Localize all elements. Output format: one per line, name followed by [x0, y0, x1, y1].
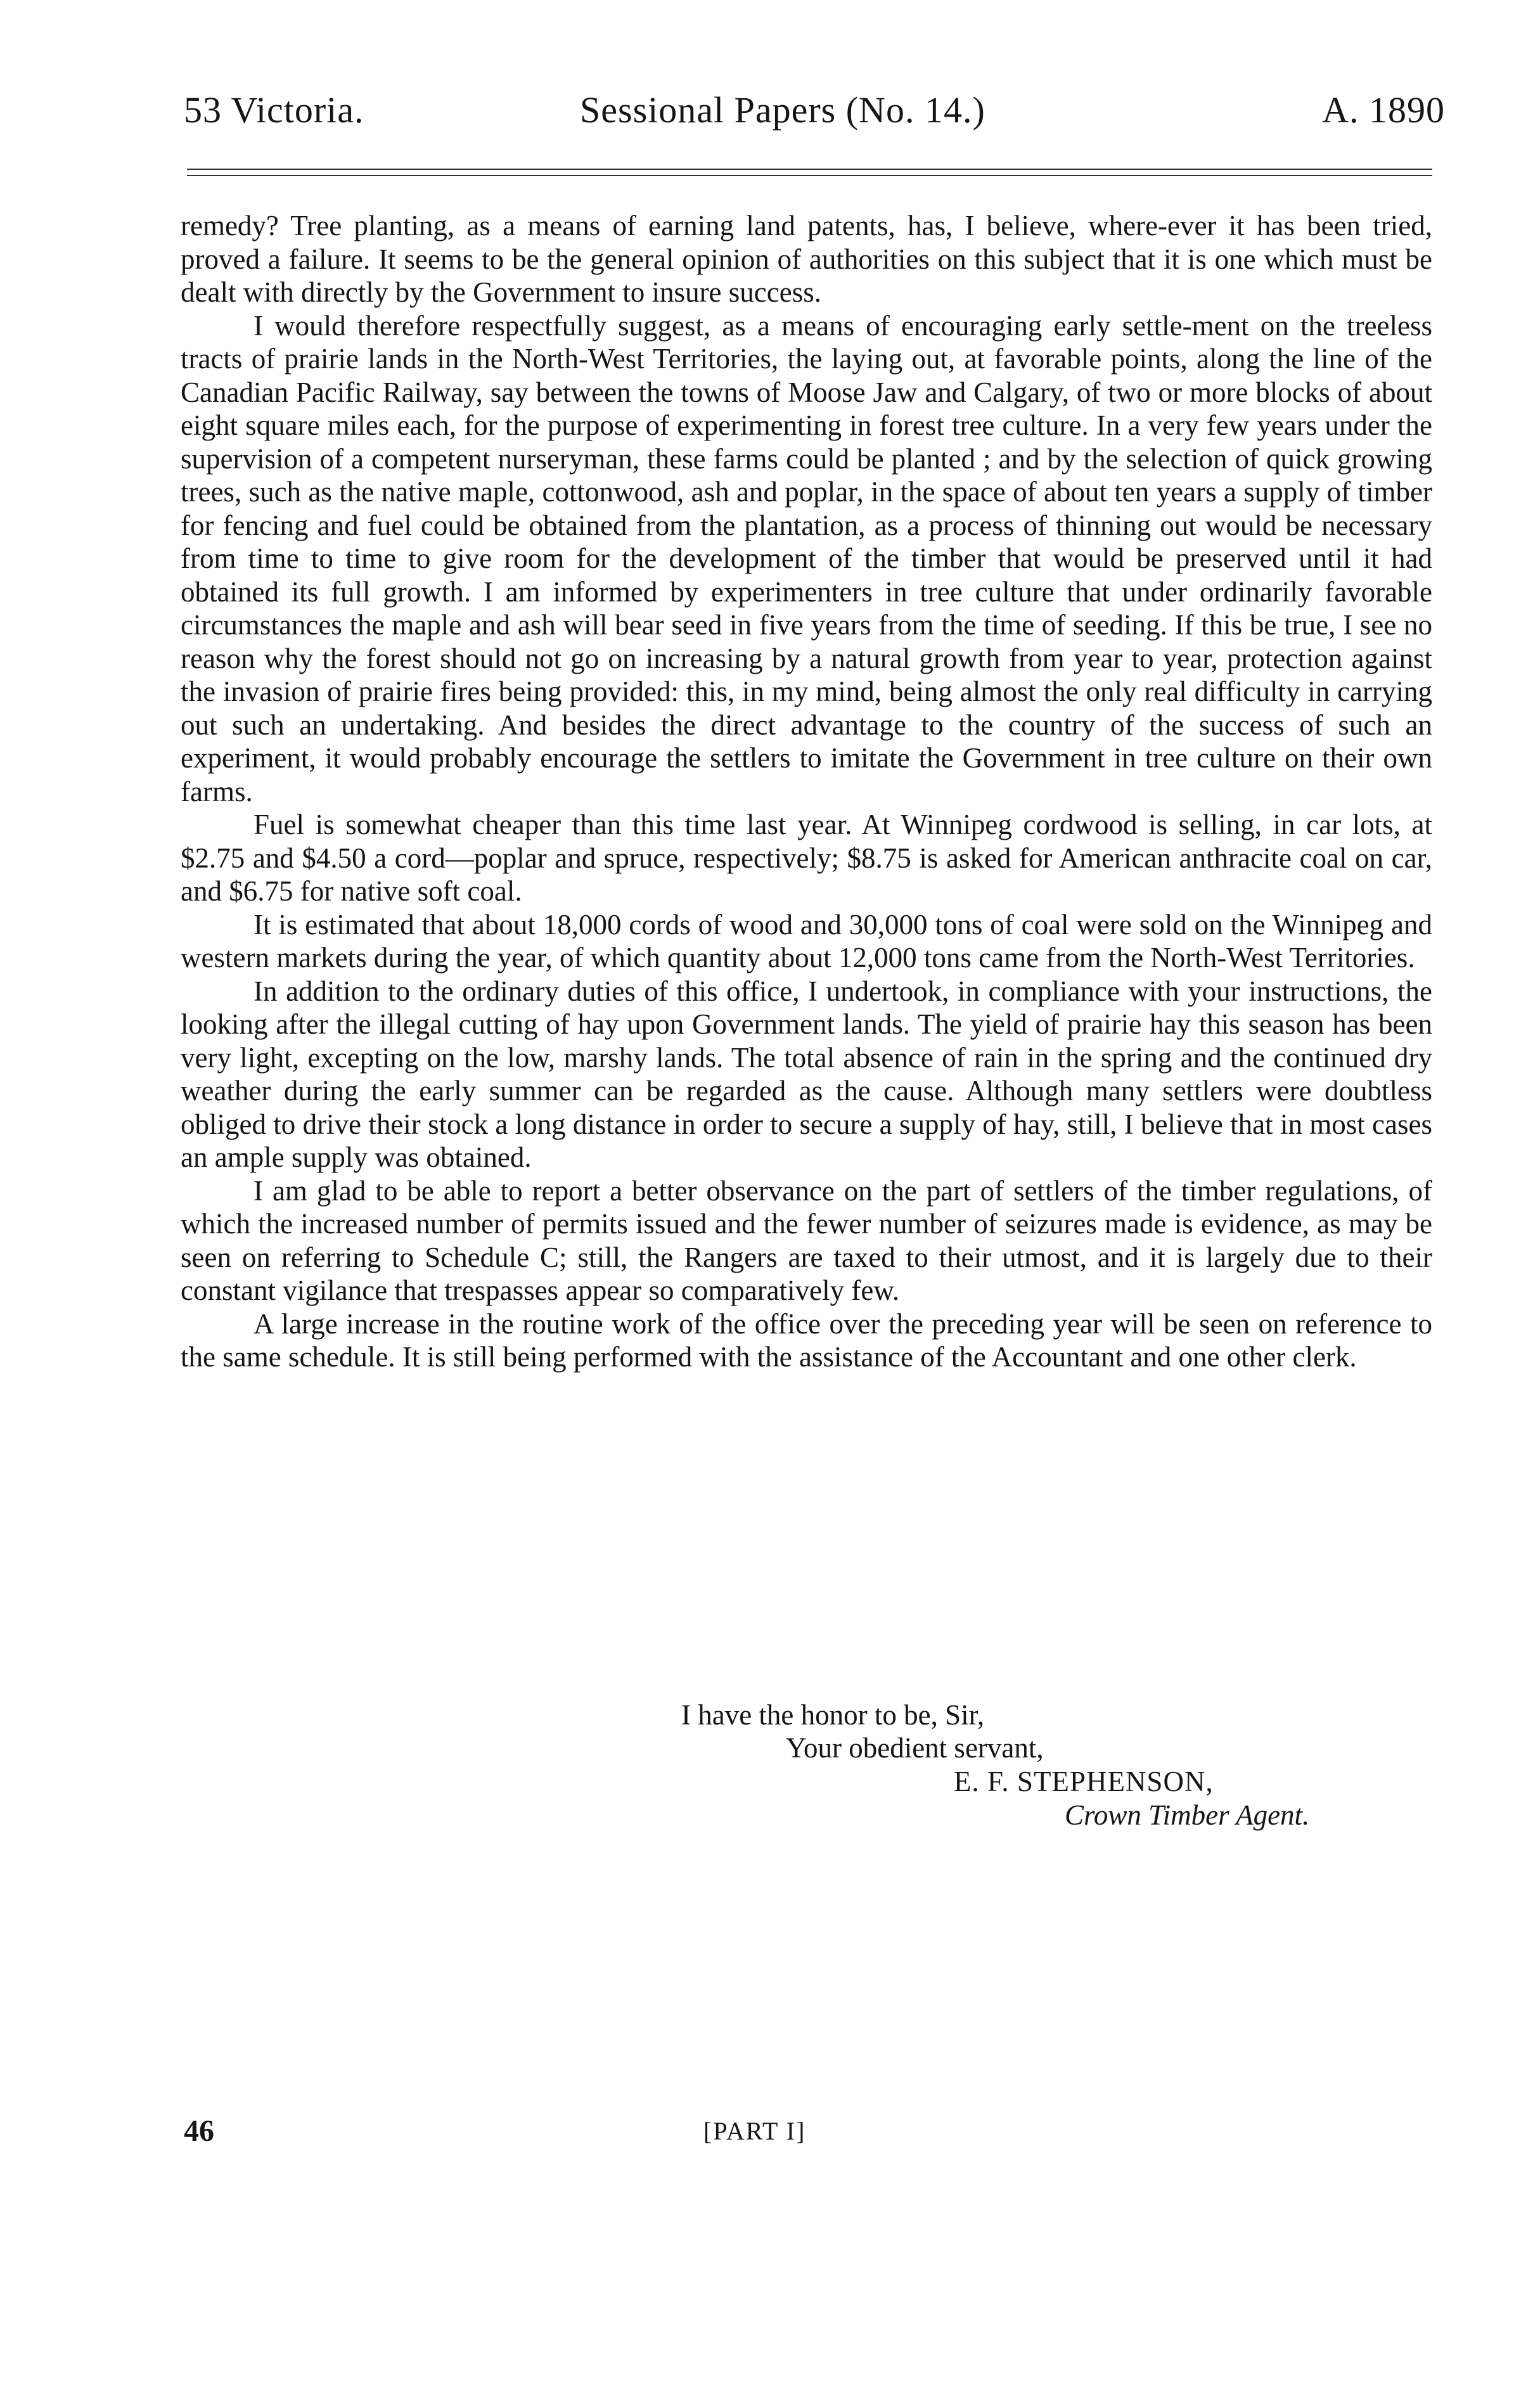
paragraph-hay: In addition to the ordinary duties of this office, I undertook, in compliance with your instructions, the looking after the illegal cutting of hay upon Government lands. The yield of prairie hay this season has been very light, excepting on the low, marshy lands. The total absence of rain in the spring and the continued dry weather during the early summer can be regarded as the cause. Although many settlers were doubtless obliged to drive their stock a long distance in order to secure a supply of hay, still, I believe that in most cases an ample supply was obtained.	[181, 975, 1432, 1173]
paragraph-remedy: remedy? Tree planting, as a means of earning land patents, has, I believe, where-ever it has been tried, proved a failure. It seems to be the general opinion of authorities on this subject that it is one which must be dealt with directly by the Government to insure success.	[181, 210, 1432, 308]
signature-title: Crown Timber Agent.	[1065, 1799, 1310, 1831]
closing-servant-line: Your obedient servant,	[786, 1732, 1044, 1764]
part-label: [PART I]	[703, 2117, 806, 2145]
paragraph-fuel: Fuel is somewhat cheaper than this time last year. At Winnipeg cordwood is selling, in car lots, at $2.75 and $4.50 a cord—poplar and spruce, respectively; $8.75 is asked for American anthracite coal on car, and $6.75 for native soft coal.	[181, 809, 1432, 907]
closing-honor-line: I have the honor to be, Sir,	[681, 1699, 985, 1731]
paragraph-wood-coal-estimate: It is estimated that about 18,000 cords of wood and 30,000 tons of coal were sold on the Winnipeg and western markets during the year, of which quantity about 12,000 tons came from the North-West Territories.	[181, 908, 1432, 973]
header-session: 53 Victoria.	[184, 89, 364, 131]
paragraph-routine-work: A large increase in the routine work of the office over the preceding year will be seen on reference to the same schedule. It is still being performed with the assistance of the Accountant and one other clerk.	[181, 1307, 1432, 1373]
header-year: A. 1890	[1322, 89, 1445, 131]
page-number: 46	[184, 2114, 214, 2148]
page-header	[184, 89, 1445, 139]
paragraph-tree-culture: I would therefore respectfully suggest, as a means of encouraging early settle-ment on the treeless tracts of prairie lands in the North-West Territories, the laying out, at favorable points, along the line of the Canadian Pacific Railway, say between the towns of Moose Jaw and Calgary, of two or more blocks of about eight square miles each, for the purpose of experimenting in forest tree culture. In a very few years under the supervision of a competent nurseryman, these farms could be planted ; and by the selection of quick growing trees, such as the native maple, cottonwood, ash and poplar, in the space of about ten years a supply of timber for fencing and fuel could be obtained from the plantation, as a process of thinning out would be necessary from time to time to give room for the development of the timber that would be preserved until it had obtained its full growth. I am informed by experimenters in tree culture that under ordinarily favorable circumstances the maple and ash will bear seed in five years from the time of seeding. If this be true, I see no reason why the forest should not go on increasing by a natural growth from year to year, protection against the invasion of prairie fires being provided: this, in my mind, being almost the only real difficulty in carrying out such an undertaking. And besides the direct advantage to the country of the success of such an experiment, it would probably encourage the settlers to imitate the Government in tree culture on their own farms.	[181, 309, 1432, 807]
body-text	[181, 209, 1432, 1374]
signature-name: E. F. STEPHENSON,	[954, 1766, 1214, 1797]
header-title: Sessional Papers (No. 14.)	[580, 89, 985, 131]
header-rule-top	[187, 169, 1432, 170]
header-rule-bottom	[187, 175, 1432, 176]
paragraph-timber-regulations: I am glad to be able to report a better observance on the part of settlers of the timber regulations, of which the increased number of permits issued and the fewer number of seizures made is evidence, as may be seen on referring to Schedule C; still, the Rangers are taxed to their utmost, and it is largely due to their constant vigilance that trespasses appear so comparatively few.	[181, 1174, 1432, 1306]
